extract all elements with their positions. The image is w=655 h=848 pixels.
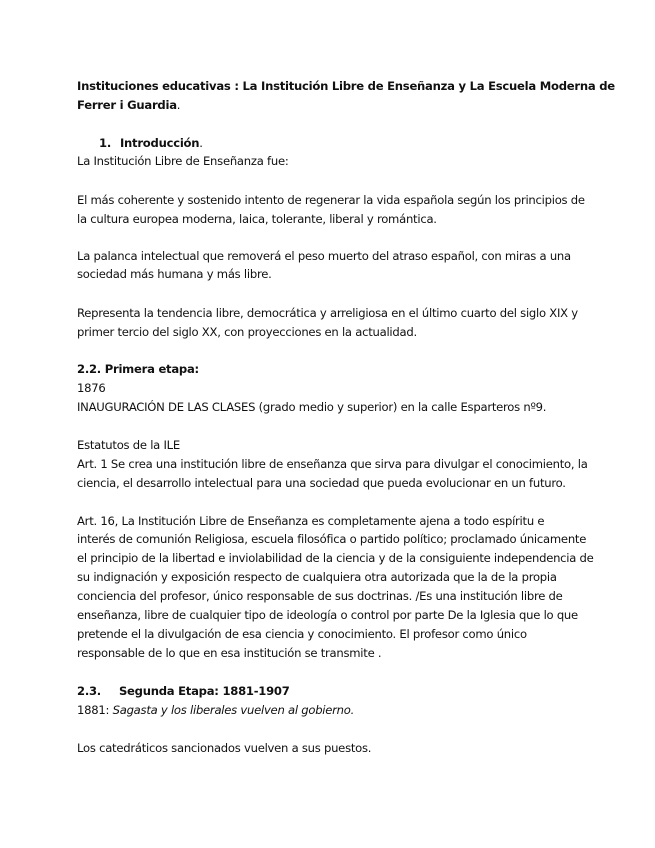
section-title: Segunda Etapa: 1881-1907 (118, 684, 290, 698)
line-1881-text: Sagasta y los liberales vuelven al gobierno. (112, 703, 355, 717)
art-16-line: interés de comunión Religiosa, escuela filosófica o partido político; proclamado únicamente (77, 532, 587, 546)
art-1-line-2: ciencia, el desarrollo intelectual para una sociedad que pueda evolucionar en un futuro. (77, 476, 566, 490)
year-1876: 1876 (77, 381, 106, 395)
art-16-line: conciencia del profesor, único responsable de sus doctrinas. /Es una institución libre de (77, 589, 563, 603)
art-16-line: pretende el la divulgación de esa ciencia y conocimiento. El profesor como único (77, 627, 527, 641)
section-number: 2.3. (77, 684, 101, 698)
intro-line: La Institución Libre de Enseñanza fue: (77, 154, 289, 168)
section-heading-primera-etapa: 2.2. Primera etapa: (77, 362, 199, 376)
document-title-cont (77, 97, 180, 113)
paragraph-2-line-2: sociedad más humana y más libre. (77, 267, 272, 281)
title-period: . (176, 98, 181, 112)
section-heading-segunda-etapa (77, 683, 290, 699)
paragraph-3-line-2: primer tercio del siglo XX, con proyecciones en la actualidad. (77, 325, 417, 339)
section-heading-introduccion (77, 135, 203, 151)
art-16-line: Art. 16, La Institución Libre de Enseñanza es completamente ajena a todo espíritu e (77, 514, 545, 528)
section-period: . (199, 136, 203, 150)
line-1881-prefix: 1881: (77, 703, 113, 717)
estatutos-heading: Estatutos de la ILE (77, 438, 180, 452)
paragraph-3-line-1: Representa la tendencia libre, democrática y arreligiosa en el último cuarto del siglo XIX y (77, 306, 578, 320)
inauguracion-line: INAUGURACIÓN DE LAS CLASES (grado medio y superior) en la calle Esparteros nº9. (77, 400, 547, 414)
title-line-2: Ferrer i Guardia (77, 98, 177, 112)
section-number: 1. (99, 136, 111, 150)
paragraph-1-line-1: El más coherente y sostenido intento de regenerar la vida española según los principios de (77, 193, 585, 207)
art-16-line: el principio de la libertad e inviolabilidad de la ciencia y de la consiguiente independencia de (77, 551, 594, 565)
art-16-line: su indignación y exposición respecto de cualquiera otra autorizada que la de la propia (77, 570, 557, 584)
title-line-1: Instituciones educativas : La Institución Libre de Enseñanza y La Escuela Moderna de (77, 79, 615, 93)
art-1-line-1: Art. 1 Se crea una institución libre de enseñanza que sirva para divulgar el conocimiento, la (77, 457, 588, 471)
catedraticos-line: Los catedráticos sancionados vuelven a sus puestos. (77, 741, 372, 755)
art-16-line: enseñanza, libre de cualquier tipo de ideología o control por parte De la Iglesia que lo que (77, 608, 578, 622)
line-1881 (77, 702, 354, 718)
art-16-line: responsable de lo que en esa institución se transmite . (77, 646, 382, 660)
paragraph-2-line-1: La palanca intelectual que removerá el peso muerto del atraso español, con miras a una (77, 249, 571, 263)
paragraph-1-line-2: la cultura europea moderna, laica, tolerante, liberal y romántica. (77, 212, 437, 226)
section-title: Introducción (119, 136, 200, 150)
document-title (77, 78, 615, 94)
